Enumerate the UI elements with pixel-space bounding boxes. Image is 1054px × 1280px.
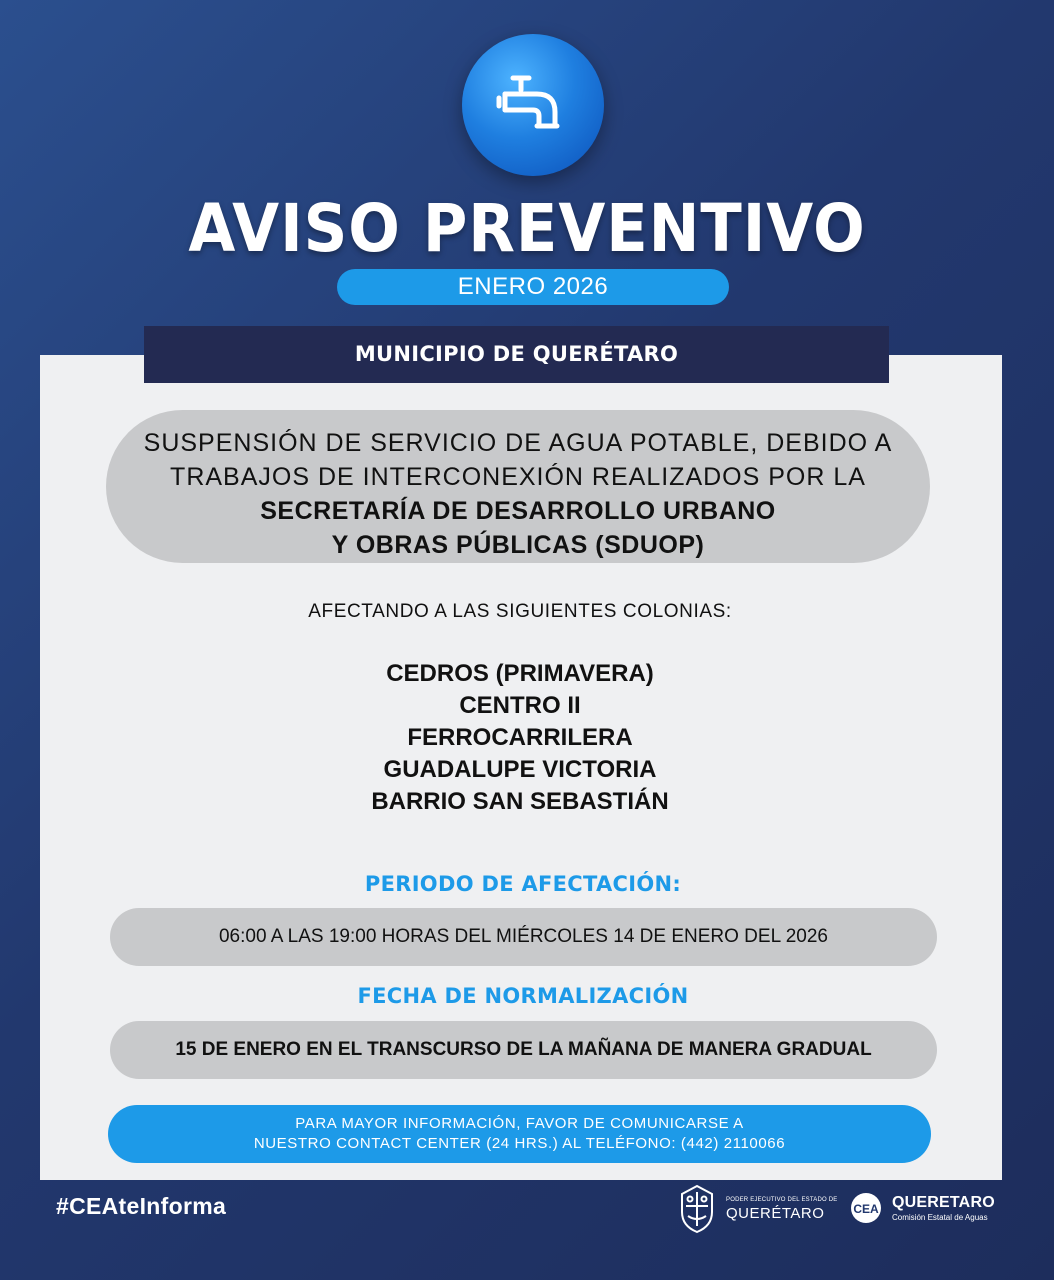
normalization-heading: FECHA DE NORMALIZACIÓN	[357, 984, 689, 1008]
description-line: SECRETARÍA DE DESARROLLO URBANO	[260, 497, 776, 525]
page-title: AVISO PREVENTIVO	[188, 190, 866, 267]
cea-logo-name: QUERETARO	[892, 1194, 995, 1211]
cea-logo-caption: Comisión Estatal de Aguas	[892, 1213, 988, 1222]
period-heading: PERIODO DE AFECTACIÓN:	[364, 872, 682, 896]
municipality-banner: MUNICIPIO DE QUERÉTARO	[144, 326, 889, 383]
faucet-badge	[462, 34, 604, 176]
description-box	[106, 410, 930, 563]
state-government-logo	[676, 1182, 838, 1236]
contact-line: PARA MAYOR INFORMACIÓN, FAVOR DE COMUNICARSE A	[295, 1115, 744, 1132]
cea-logo-mark-icon	[850, 1192, 888, 1224]
affected-label: AFECTANDO A LAS SIGUIENTES COLONIAS:	[308, 601, 732, 622]
state-coat-of-arms-icon	[676, 1182, 718, 1236]
hashtag: #CEAteInforma	[56, 1193, 227, 1219]
normalization-box: 15 DE ENERO EN EL TRANSCURSO DE LA MAÑANA DE MANERA GRADUAL	[110, 1021, 937, 1079]
contact-line: NUESTRO CONTACT CENTER (24 HRS.) AL TELÉFONO: (442) 2110066	[253, 1135, 786, 1152]
colonias-list	[0, 658, 1040, 818]
list-item: GUADALUPE VICTORIA	[383, 756, 657, 783]
description-line: Y OBRAS PÚBLICAS (SDUOP)	[331, 531, 705, 559]
svg-text:CEA: CEA	[853, 1202, 879, 1216]
list-item: BARRIO SAN SEBASTIÁN	[371, 788, 669, 815]
list-item: FERROCARRILERA	[407, 724, 633, 751]
gov-logo-name: QUERÉTARO	[726, 1204, 825, 1222]
list-item: CENTRO II	[459, 692, 581, 719]
list-item: CEDROS (PRIMAVERA)	[386, 660, 654, 687]
description-line: SUSPENSIÓN DE SERVICIO DE AGUA POTABLE, DEBIDO A	[143, 429, 893, 457]
period-box: 06:00 A LAS 19:00 HORAS DEL MIÉRCOLES 14 DE ENERO DEL 2026	[110, 908, 937, 966]
cea-logo	[850, 1192, 995, 1224]
contact-banner	[108, 1105, 931, 1163]
date-badge: ENERO 2026	[337, 269, 729, 305]
description-line: TRABAJOS DE INTERCONEXIÓN REALIZADOS POR LA	[170, 463, 866, 491]
water-faucet-icon	[493, 70, 573, 140]
gov-logo-caption: PODER EJECUTIVO DEL ESTADO DE	[726, 1196, 838, 1203]
